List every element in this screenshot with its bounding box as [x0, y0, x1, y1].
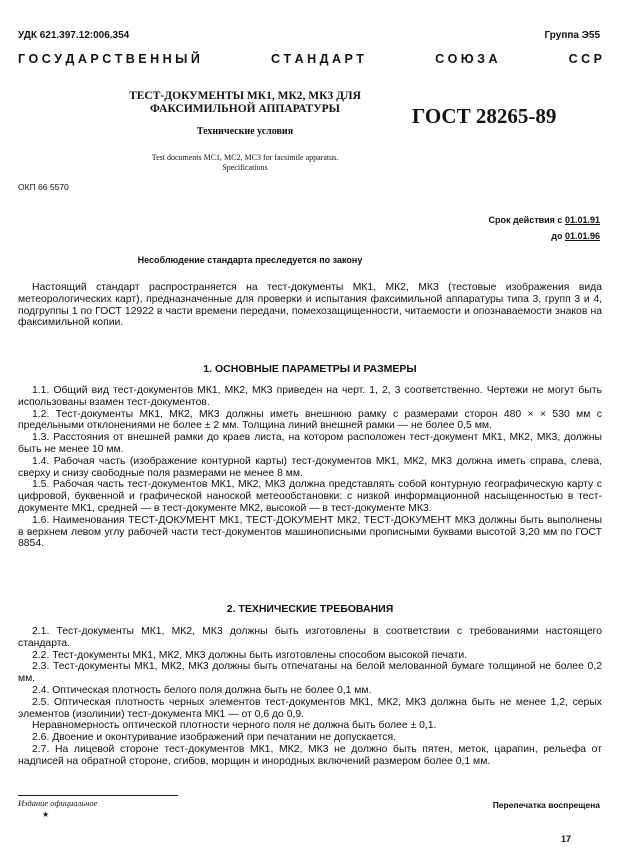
clause-2-3: 2.3. Тест-документы МК1, МК2, МК3 должны быть отпечатаны на белой мелованной бумаге толщиной не более 0,2 мм. [18, 661, 602, 685]
group-code: Группа Э55 [544, 30, 600, 41]
clause-2-1: 2.1. Тест-документы МК1, МК2, МК3 должны быть изготовлены в соответствии с требованиями настоящего стандарта. [18, 626, 602, 649]
english-title [100, 153, 390, 173]
clause-2-7: 2.7. На лицевой стороне тест-документов МК1, МК2, МК3 не должно быть пятен, меток, царапин, рельефа от надписей на обратной стороне, сгибов, морщин и инородных включений размером более 0,1 мм. [18, 743, 602, 767]
udc-code: УДК 621.397.12:006.354 [18, 30, 130, 41]
english-title-line-2: Specifications [222, 163, 268, 172]
clause-1-6: 1.6. Наименования ТЕСТ-ДОКУМЕНТ МК1, ТЕСТ-ДОКУМЕНТ МК2, ТЕСТ-ДОКУМЕНТ МК3 должны быть выполнены в верхнем левом углу рабочей части тест-документов машинописными прописными буквами высотой 3,20 мм по ГОСТ 8854. [18, 514, 602, 550]
banner-word-state: Г О С У Д А Р С Т В Е Н Н Ы Й [18, 52, 200, 66]
validity-from-date: 01.01.91 [564, 215, 600, 225]
section-2-title: 2. ТЕХНИЧЕСКИЕ ТРЕБОВАНИЯ [226, 603, 394, 615]
page-number: 17 [560, 834, 571, 844]
clause-1-3: 1.3. Расстояния от внешней рамки до краев листа, на котором расположен тест-документ МК1, МК2, МК3, должны быть не менее 10 мм. [18, 432, 602, 455]
banner-word-standard: С Т А Н Д А Р Т [270, 52, 364, 66]
clause-1-4: 1.4. Рабочая часть (изображение контурной карты) тест-документов МК1, МК2, МК3 должна иметь справа, слева, сверху и снизу свободные поля размерами не менее 8 мм. [18, 455, 602, 479]
official-edition-note: Издание официальное [18, 798, 98, 808]
section-1-body [18, 385, 602, 550]
title-line-1: ТЕСТ-ДОКУМЕНТЫ МК1, МК2, МК3 ДЛЯ [129, 90, 361, 102]
validity-to-label: до [551, 231, 565, 241]
clause-1-1: 1.1. Общий вид тест-документов МК1, МК2, МК3 приведен на черт. 1, 2, 3 соответственно. Чертежи не могут быть использованы взамен тест-документов. [18, 385, 602, 408]
footer-divider [18, 795, 178, 796]
clause-2-4: 2.4. Оптическая плотность белого поля должна быть не более 0,1 мм. [32, 684, 372, 696]
clause-2-2: 2.2. Тест-документы МК1, МК2, МК3 должны быть изготовлены способом высокой печати. [32, 649, 468, 661]
title-line-2: ФАКСИМИЛЬНОЙ АППАРАТУРЫ [150, 103, 340, 115]
clause-2-5-note: Неравномерность оптической плотности черного поля не должна быть более ± 0,1. [32, 720, 437, 732]
english-title-line-1: Test documents MC1, MC2, MC3 for facsimile apparatus. [151, 153, 339, 162]
clause-2-5: 2.5. Оптическая плотность черных элементов тест-документов МК1, МК2, МК3 должна быть не менее 1,2, серых элементов (изолинии) тест-документа МК1 — от 0,6 до 0,9. [18, 696, 602, 720]
validity-period [488, 212, 600, 244]
document-title [100, 90, 390, 116]
banner-word-union: С О Ю З А [435, 52, 498, 66]
validity-to-date: 01.01.96 [564, 231, 600, 241]
banner-word-ussr: С С Р [568, 52, 602, 66]
gost-number: ГОСТ 28265-89 [412, 104, 557, 128]
clause-2-6: 2.6. Двоение и оконтуривание изображений при печатании не допускается. [32, 732, 396, 744]
section-1-title: 1. ОСНОВНЫЕ ПАРАМЕТРЫ И РАЗМЕРЫ [203, 363, 417, 375]
reprint-prohibited-note: Перепечатка воспрещена [492, 800, 600, 810]
okp-code: ОКП 66 5570 [18, 182, 69, 192]
document-subtitle: Технические условия [196, 126, 294, 137]
intro-text: Настоящий стандарт распространяется на тест-документы МК1, МК2, МК3 (тестовые изображения вида метеорологических карт), предназначенные для проверки и испытания факсимильной аппаратуры типа 3, групп 3 и 4, подгруппы 1 по ГОСТ 12922 в части времени передачи, помехозащищенности, читаемости и опознаваемости знаков на факсимильной копии. [18, 282, 602, 329]
clause-1-5: 1.5. Рабочая часть тест-документов МК1, МК2, МК3 должна представлять собой контурную географическую карту с цифровой, буквенной и графической наноской метеообстановки: с низкой информационной насыщенностью в тест-документе МК1, средней — в тест-документе МК2, высокой — в тест-документе МК3. [18, 479, 602, 514]
section-2-body [18, 626, 602, 768]
law-notice: Несоблюдение стандарта преследуется по закону [137, 255, 363, 265]
state-standard-banner [18, 52, 602, 66]
star-mark: ★ [42, 810, 50, 819]
validity-from-label: Срок действия с [488, 215, 565, 225]
intro-paragraph [18, 282, 602, 329]
clause-1-2: 1.2. Тест-документы МК1, МК2, МК3 должны иметь внешнюю рамку с размерами сторон 480 × × 530 мм с предельными отклонениями не более ± 2 мм. Толщина линий внешней рамки — не более 0,5 мм. [18, 408, 602, 432]
